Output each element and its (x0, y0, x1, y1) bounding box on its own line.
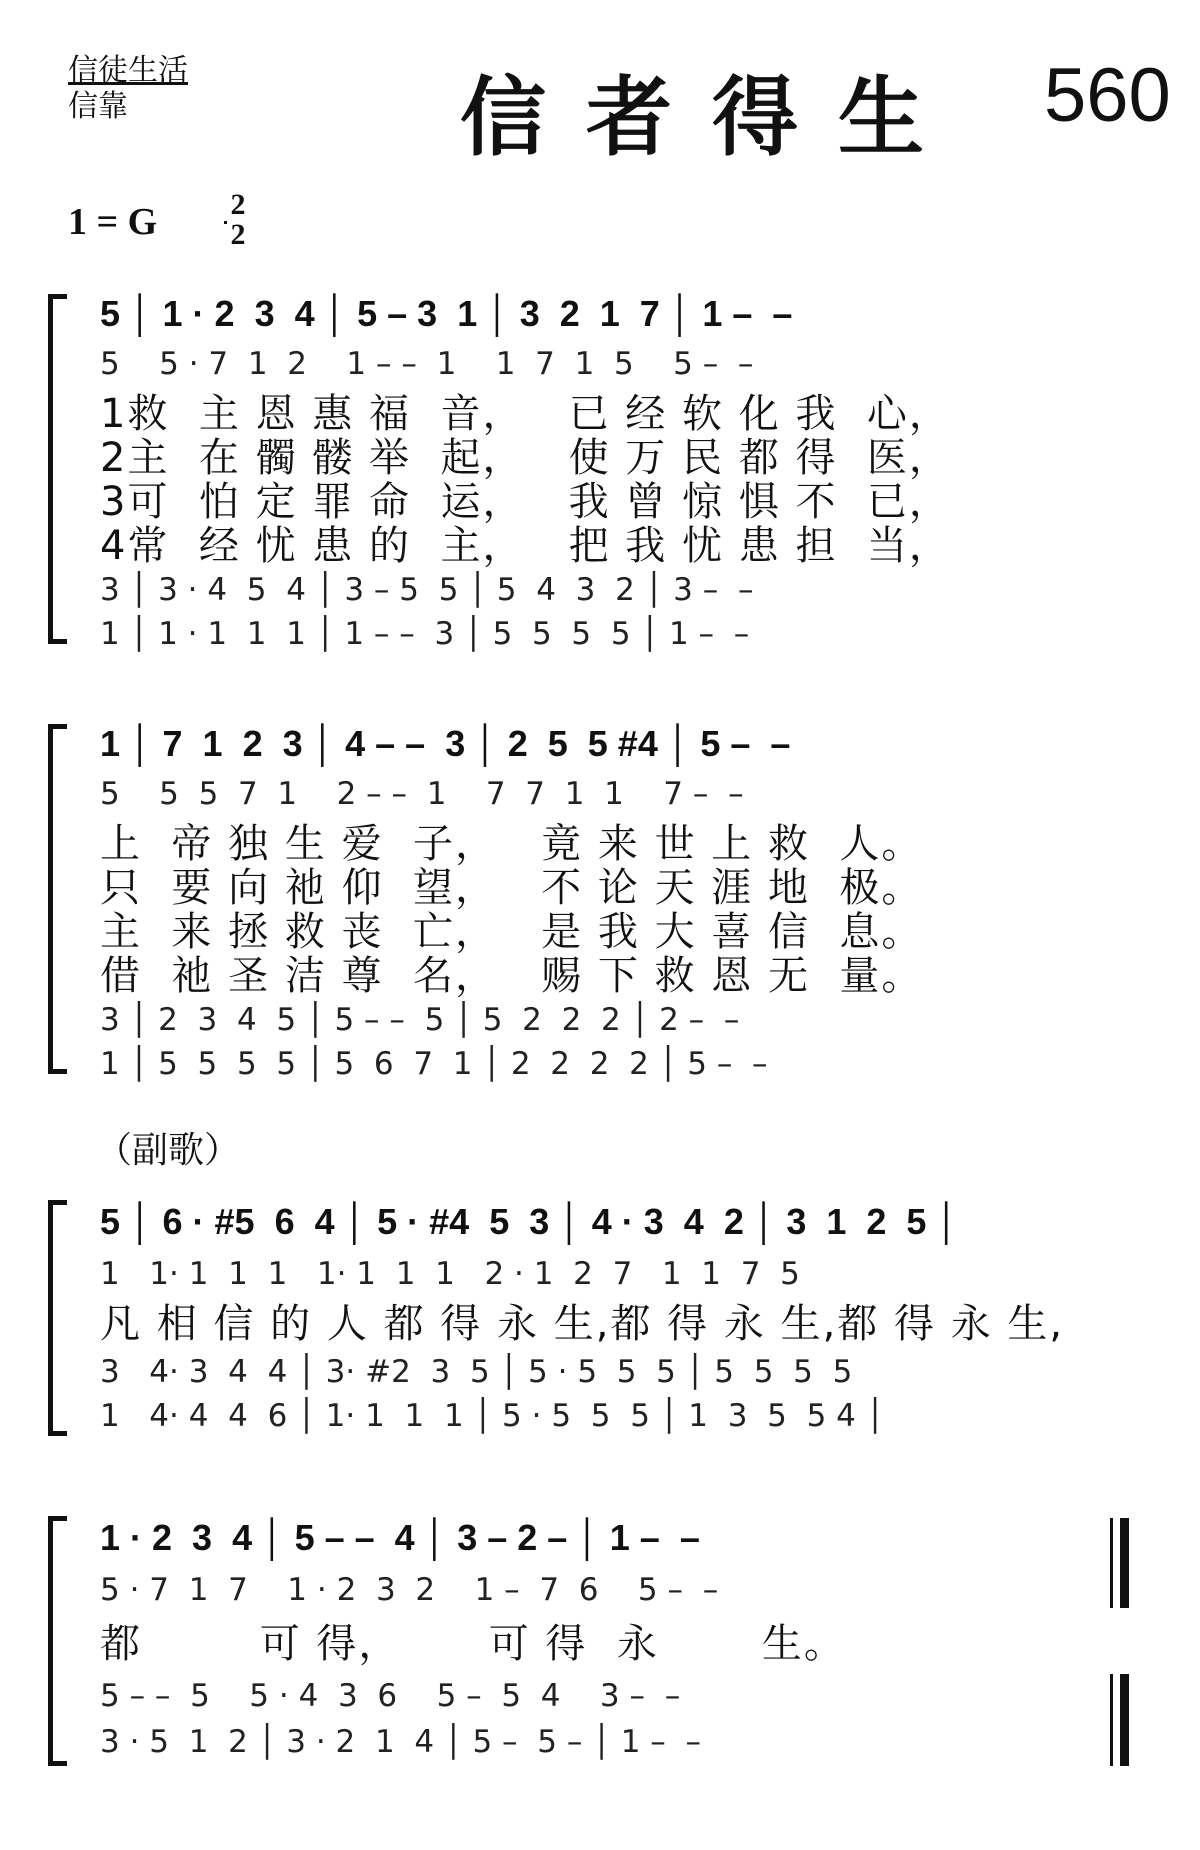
verse-1-lyrics: 上 帝 独 生 爱 子， 竟 来 世 上 救 人。 (100, 820, 924, 867)
key-signature: 1 = G (68, 201, 158, 243)
system-bracket (48, 724, 67, 1074)
alto-line: 5 5 5 7 1 2 – – 1 7 7 1 1 7 – – (100, 776, 744, 812)
tenor-line: 5 – – 5 5 · 4 3 6 5 – 5 4 3 – – (100, 1678, 681, 1714)
verse-2-lyrics: 2主 在 髑 髅 举 起， 使 万 民 都 得 医， (100, 434, 951, 481)
melody-line: 5 │ 6 · #5 6 4 │ 5 · #4 5 3 │ 4 · 3 4 2 │ 3 1 2 5 │ (100, 1201, 959, 1242)
category-primary: 信徒生活 (68, 53, 188, 88)
verse-1-lyrics: 1救 主 恩 惠 福 音， 已 经 软 化 我 心， (100, 390, 951, 437)
bass-line: 1 4· 4 4 6 │ 1· 1 1 1 │ 5 · 5 5 5 │ 1 3 5 5 4 │ (100, 1398, 885, 1434)
final-barline-thick (1120, 1518, 1129, 1608)
melody-line: 5 │ 1 · 2 3 4 │ 5 – 3 1 │ 3 2 1 7 │ 1 – – (100, 293, 793, 334)
bass-line: 1 │ 1 · 1 1 1 │ 1 – – 3 │ 5 5 5 5 │ 1 – – (100, 616, 750, 652)
system-bracket (48, 1516, 67, 1766)
chorus-label: （副歌） (96, 1130, 241, 1171)
verse-3-lyrics: 3可 怕 定 罪 命 运， 我 曾 惊 惧 不 已， (100, 478, 951, 525)
tenor-line: 3 4· 3 4 4 │ 3· #2 3 5 │ 5 · 5 5 5 │ 5 5 5 5 (100, 1354, 853, 1390)
verse-2-lyrics: 只 要 向 祂 仰 望， 不 论 天 涯 地 极。 (100, 864, 924, 911)
hymn-number: 560 (1044, 53, 1171, 138)
hymn-title: 信者得生 (460, 67, 964, 168)
verse-3-lyrics: 主 来 拯 救 丧 亡， 是 我 大 喜 信 息。 (100, 908, 924, 955)
alto-line: 5 5 · 7 1 2 1 – – 1 1 7 1 5 5 – – (100, 346, 754, 382)
chorus-lyrics: 都 可 得， 可 得 永 生。 (100, 1620, 846, 1667)
alto-line: 1 1· 1 1 1 1· 1 1 1 2 · 1 2 7 1 1 7 5 (100, 1256, 800, 1292)
bass-line: 1 │ 5 5 5 5 │ 5 6 7 1 │ 2 2 2 2 │ 5 – – (100, 1046, 768, 1082)
final-barline-thick (1120, 1674, 1129, 1766)
time-signature-line (224, 221, 227, 224)
verse-4-lyrics: 借 祂 圣 洁 尊 名， 赐 下 救 恩 无 量。 (100, 952, 924, 999)
system-bracket (48, 294, 67, 644)
tenor-line: 3 │ 2 3 4 5 │ 5 – – 5 │ 5 2 2 2 │ 2 – – (100, 1002, 740, 1038)
chorus-lyrics: 凡 相 信 的 人 都 得 永 生,都 得 永 生,都 得 永 生, (100, 1300, 1065, 1347)
final-barline-thin (1110, 1518, 1113, 1608)
verse-4-lyrics: 4常 经 忧 患 的 主， 把 我 忧 患 担 当， (100, 522, 951, 569)
system-bracket (48, 1200, 67, 1436)
melody-line: 1 · 2 3 4 │ 5 – – 4 │ 3 – 2 – │ 1 – – (100, 1517, 700, 1558)
tenor-line: 3 │ 3 · 4 5 4 │ 3 – 5 5 │ 5 4 3 2 │ 3 – – (100, 572, 754, 608)
melody-line: 1 │ 7 1 2 3 │ 4 – – 3 │ 2 5 5 #4 │ 5 – – (100, 723, 791, 764)
category-secondary: 信靠 (68, 89, 128, 124)
time-signature-bottom: 2 (230, 218, 246, 251)
alto-line: 5 · 7 1 7 1 · 2 3 2 1 – 7 6 5 – – (100, 1572, 719, 1608)
bass-line: 3 · 5 1 2 │ 3 · 2 1 4 │ 5 – 5 – │ 1 – – (100, 1724, 702, 1760)
time-signature (224, 190, 252, 250)
time-signature-top: 2 (230, 188, 246, 221)
final-barline-thin (1110, 1674, 1113, 1766)
